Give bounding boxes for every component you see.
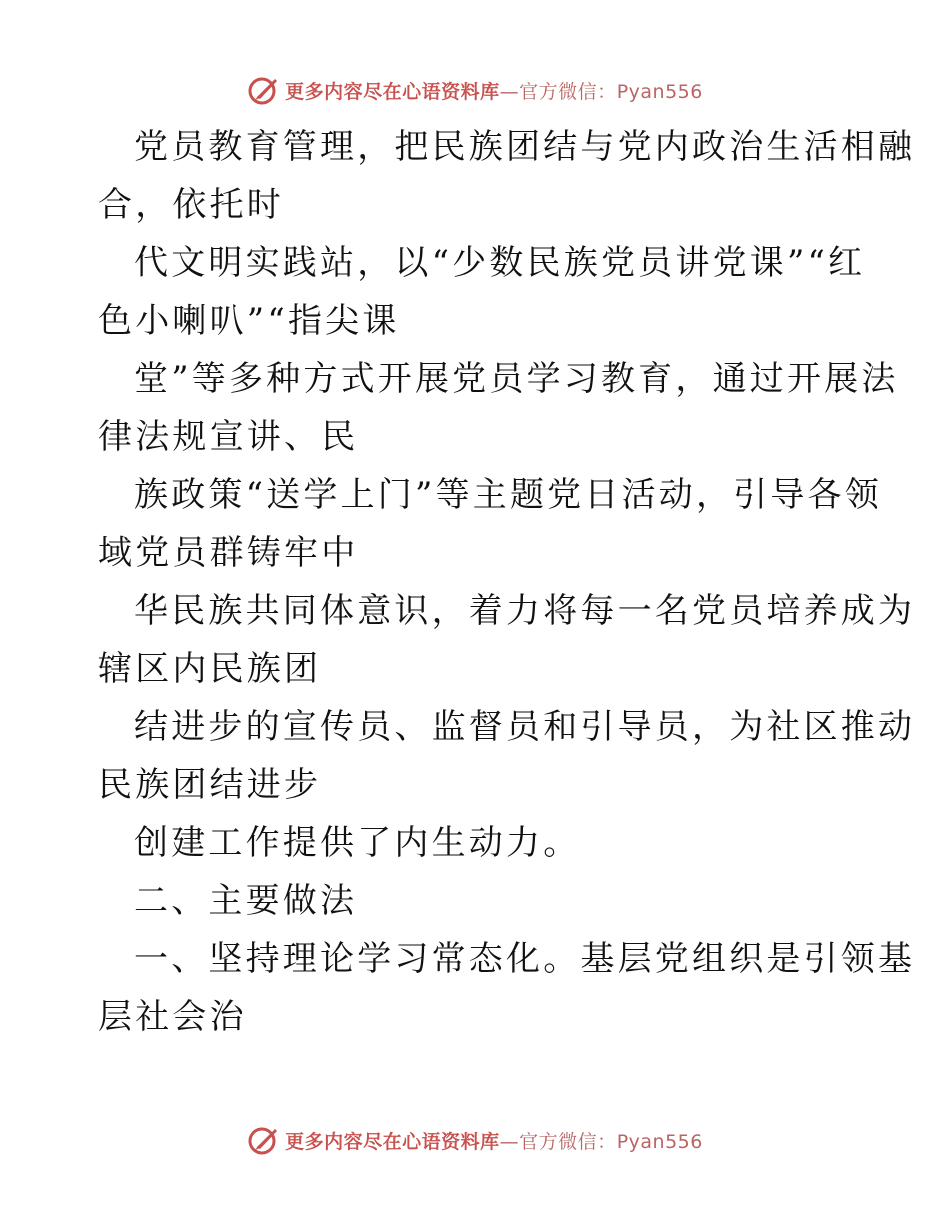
document-body [98, 118, 916, 1046]
paragraph-line: 域党员群铸牢中 [98, 533, 359, 573]
paragraph-line: 律法规宣讲、民 [98, 417, 359, 457]
paragraph-line: 民族团结进步 [98, 765, 322, 805]
watermark-wechat-id: Pyan556 [616, 80, 703, 103]
paragraph-line: 代文明实践站，以“少数民族党员讲党课”“红 [134, 243, 866, 283]
paragraph-line: 辖区内民族团 [98, 649, 322, 689]
watermark-wechat-label: 官方微信： [519, 80, 617, 103]
watermark-separator: — [499, 1130, 520, 1153]
paragraph-line: 创建工作提供了内生动力。 [134, 823, 581, 863]
paragraph-line: 一、坚持理论学习常态化。基层党组织是引领基 [134, 939, 916, 979]
paragraph-line: 堂”等多种方式开展党员学习教育，通过开展法 [134, 359, 899, 399]
watermark-brand [247, 73, 703, 107]
watermark-text [285, 1127, 703, 1154]
watermark-text [285, 77, 703, 104]
paragraph-line: 华民族共同体意识，着力将每一名党员培养成为 [134, 591, 916, 631]
watermark-wechat-id: Pyan556 [616, 1130, 703, 1153]
watermark-wechat-label: 官方微信： [519, 1130, 617, 1153]
watermark-separator: — [499, 80, 520, 103]
paragraph-line: 合，依托时 [98, 185, 284, 225]
section-heading: 二、主要做法 [134, 881, 358, 921]
footer-watermark [0, 1120, 950, 1160]
watermark-brand [247, 1123, 703, 1157]
paragraph-line: 党员教育管理，把民族团结与党内政治生活相融 [134, 127, 916, 167]
watermark-site: 更多内容尽在心语资料库 [285, 80, 500, 103]
header-watermark [0, 70, 950, 110]
paragraph-line: 层社会治 [98, 997, 247, 1037]
paragraph-line: 色小喇叭”“指尖课 [98, 301, 400, 341]
watermark-site: 更多内容尽在心语资料库 [285, 1130, 500, 1153]
paragraph-line: 结进步的宣传员、监督员和引导员，为社区推动 [134, 707, 916, 747]
quill-logo-icon [247, 73, 281, 107]
quill-logo-icon [247, 1123, 281, 1157]
paragraph-line: 族政策“送学上门”等主题党日活动，引导各领 [134, 475, 882, 515]
